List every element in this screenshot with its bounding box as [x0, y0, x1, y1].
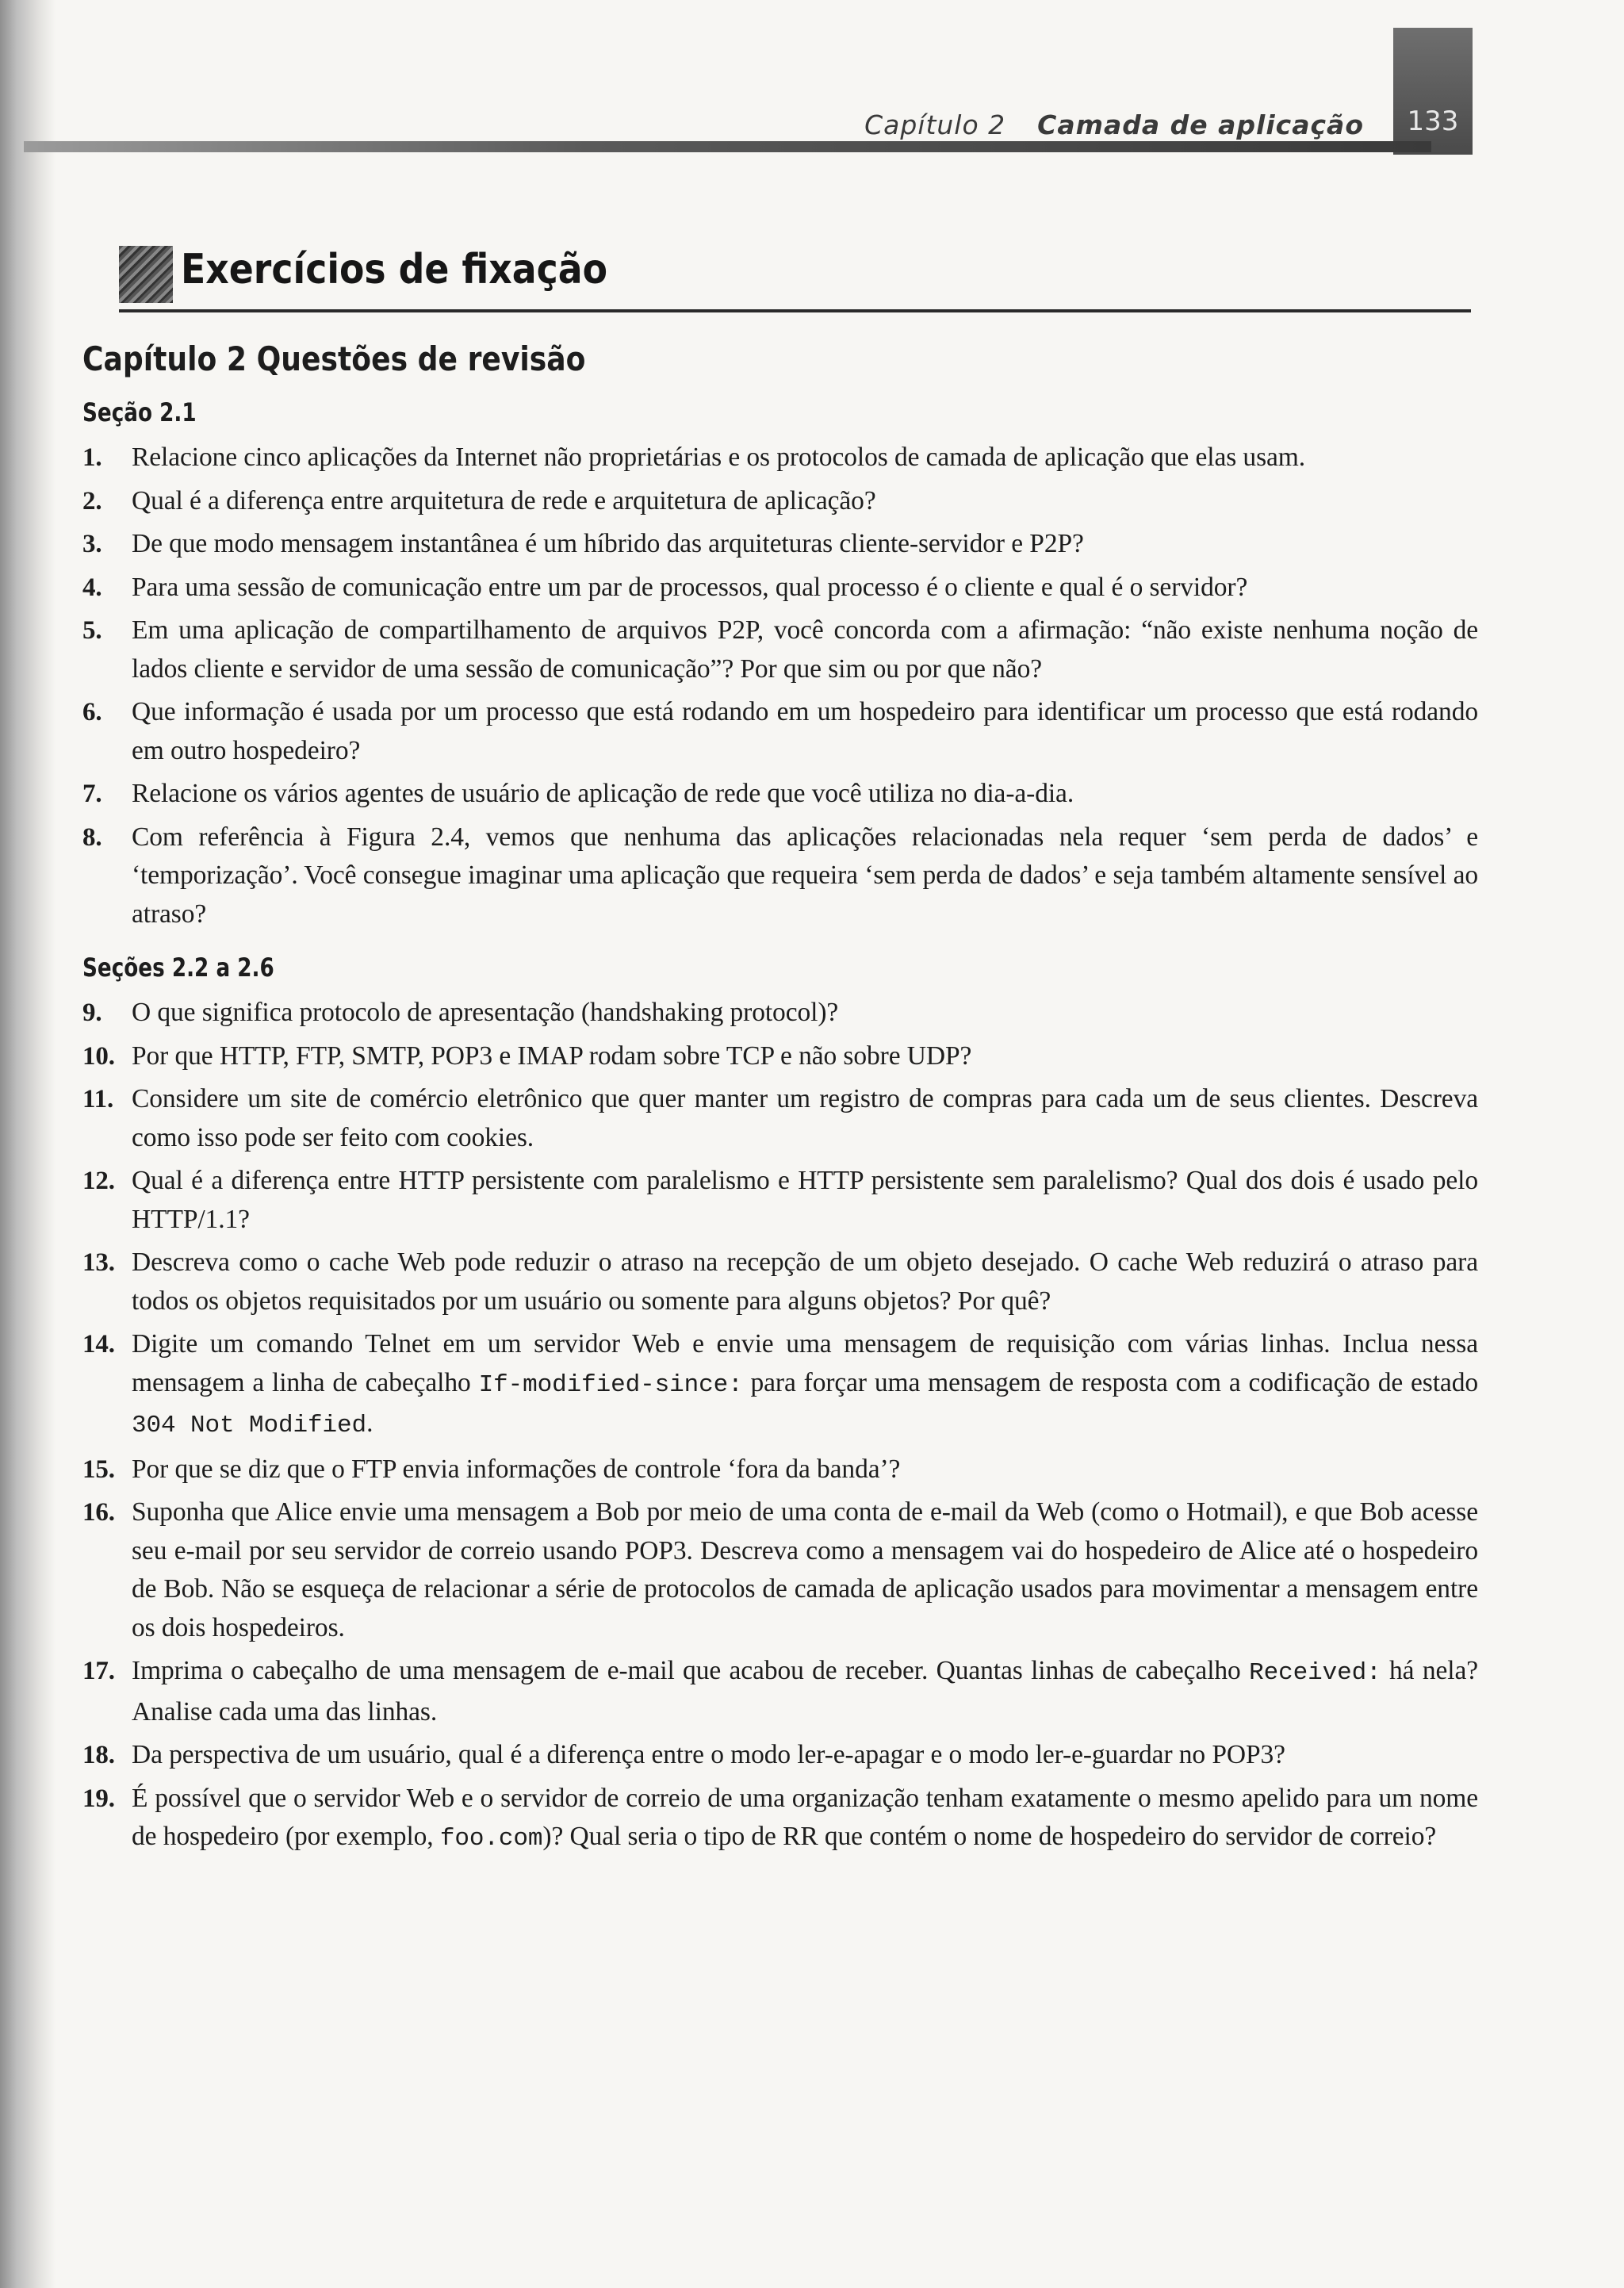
- question-item: 5. Em uma aplicação de compartilhamento de arquivos P2P, você concorda com a afirmação: “não existe nenhuma noção de lados cliente e servidor de uma sessão de comunicação”? Por que sim ou por que não?: [82, 615, 1478, 684]
- binding-shadow: [0, 0, 56, 2288]
- question-text-end: há nela? Analise cada uma das linhas.: [132, 1656, 1478, 1727]
- question-text: Com referência à Figura 2.4, vemos que nenhuma das aplicações relacionadas nela requer ‘sem perda de dados’ e ‘temporização’. Você consegue imaginar uma aplicação que requeira ‘sem perda de dados’ e seja também altamente sensível ao atraso?: [132, 822, 1478, 929]
- question-text: Descreva como o cache Web pode reduzir o atraso na recepção de um objeto desejado. O cache Web reduzirá o atraso para todos os objetos requisitados por um usuário ou somente para alguns objetos? Por quê?: [132, 1247, 1478, 1316]
- question-item: 11. Considere um site de comércio eletrônico que quer manter um registro de compras para cada um de seus clientes. Descreva como isso pode ser feito com cookies.: [82, 1084, 1478, 1152]
- question-item: 12. Qual é a diferença entre HTTP persistente com paralelismo e HTTP persistente sem paralelismo? Qual dos dois é usado pelo HTTP/1.1?: [82, 1166, 1478, 1234]
- question-item: 3. De que modo mensagem instantânea é um híbrido das arquiteturas cliente-servidor e P2P?: [82, 529, 1084, 558]
- question-text-start: É possível que o servidor Web e o servidor de correio de uma organização tenham exatamente o mesmo apelido para um nome de hospedeiro (por exemplo,: [132, 1783, 1478, 1851]
- question-item: 15. Por que se diz que o FTP envia informações de controle ‘fora da banda’?: [82, 1454, 901, 1484]
- page-number: 133: [1407, 105, 1459, 137]
- question-text: Considere um site de comércio eletrônico que quer manter um registro de compras para cada um de seus clientes. Descreva como isso pode ser feito com cookies.: [132, 1084, 1478, 1152]
- question-item: 13. Descreva como o cache Web pode reduzir o atraso na recepção de um objeto desejado. O cache Web reduzirá o atraso para todos os objetos requisitados por um usuário ou somente para alguns objetos? Por quê?: [82, 1247, 1478, 1316]
- code-snippet: foo.com: [439, 1825, 543, 1853]
- question-text: De que modo mensagem instantânea é um híbrido das arquiteturas cliente-servidor e P2P?: [132, 529, 1084, 558]
- question-text-middle: para forçar uma mensagem de resposta com a codificação de estado: [742, 1367, 1478, 1397]
- question-text: Relacione os vários agentes de usuário de aplicação de rede que você utiliza no dia-a-dia.: [132, 779, 1074, 808]
- question-text: Qual é a diferença entre arquitetura de rede e arquitetura de aplicação?: [132, 485, 876, 515]
- question-text-start: Imprima o cabeçalho de uma mensagem de e-mail que acabou de receber. Quantas linhas de cabeçalho: [132, 1656, 1250, 1685]
- question-item: 17. Imprima o cabeçalho de uma mensagem de e-mail que acabou de receber. Quantas linhas de cabeçalho Received: há nela? Analise cada uma das linhas.: [82, 1656, 1478, 1727]
- question-text: Que informação é usada por um processo que está rodando em um hospedeiro para identificar um processo que está rodando em outro hospedeiro?: [132, 697, 1478, 765]
- question-text: Relacione cinco aplicações da Internet não proprietárias e os protocolos de camada de aplicação que elas usam.: [132, 443, 1306, 472]
- question-item: 9. O que significa protocolo de apresentação (handshaking protocol)?: [82, 998, 839, 1027]
- question-text: Por que HTTP, FTP, SMTP, POP3 e IMAP rodam sobre TCP e não sobre UDP?: [132, 1041, 972, 1071]
- question-item: 6. Que informação é usada por um processo que está rodando em um hospedeiro para identificar um processo que está rodando em outro hospedeiro?: [82, 697, 1478, 765]
- review-title: Capítulo 2 Questões de revisão: [82, 339, 586, 378]
- code-snippet: Received:: [1249, 1659, 1381, 1687]
- section-title: Exercícios de fixação: [181, 246, 608, 293]
- question-item: 8. Com referência à Figura 2.4, vemos que nenhuma das aplicações relacionadas nela requer ‘sem perda de dados’ e ‘temporização’. Você consegue imaginar uma aplicação que requeira ‘sem perda de dados’ e seja também altamente sensível ao atraso?: [82, 822, 1478, 929]
- running-head-section: Camada de aplicação: [1037, 109, 1364, 140]
- question-item: 19. É possível que o servidor Web e o servidor de correio de uma organização tenham exatamente o mesmo apelido para um nome de hospedeiro (por exemplo, foo.com)? Qual seria o tipo de RR que contém o nome de hospedeiro do servidor de correio?: [82, 1783, 1478, 1853]
- question-text-end: )? Qual seria o tipo de RR que contém o nome de hospedeiro do servidor de correio?: [542, 1822, 1437, 1851]
- question-text: Qual é a diferença entre HTTP persistente com paralelismo e HTTP persistente sem paralelismo? Qual dos dois é usado pelo HTTP/1.1?: [132, 1166, 1478, 1234]
- running-head: [0, 95, 1431, 143]
- question-item: 4. Para uma sessão de comunicação entre um par de processos, qual processo é o cliente e qual é o servidor?: [82, 572, 1248, 602]
- question-text: Suponha que Alice envie uma mensagem a Bob por meio de uma conta de e-mail da Web (como o Hotmail), e que Bob acesse seu e-mail por seu servidor de correio usando POP3. Descreva como a mensagem vai do hospedeiro de Alice até o hospedeiro de Bob. Não se esqueça de relacionar a série de protocolos de camada de aplicação usados para movimentar a mensagem entre os dois hospedeiros.: [132, 1497, 1478, 1642]
- question-text: Em uma aplicação de compartilhamento de arquivos P2P, você concorda com a afirmação: “não existe nenhuma noção de lados cliente e servidor de uma sessão de comunicação”? Por que sim ou por que não?: [132, 615, 1478, 684]
- running-head-chapter: Capítulo 2: [864, 109, 1006, 140]
- question-item: 16. Suponha que Alice envie uma mensagem a Bob por meio de uma conta de e-mail da Web (como o Hotmail), e que Bob acesse seu e-mail por seu servidor de correio usando POP3. Descreva como a mensagem vai do hospedeiro de Alice até o hospedeiro de Bob. Não se esqueça de relacionar a série de protocolos de camada de aplicação usados para movimentar a mensagem entre os dois hospedeiros.: [82, 1497, 1478, 1642]
- header-rule: [24, 141, 1431, 152]
- question-text: Da perspectiva de um usuário, qual é a diferença entre o modo ler-e-apagar e o modo ler-e-guardar no POP3?: [132, 1740, 1285, 1769]
- question-text-end: .: [366, 1408, 373, 1438]
- question-item: 10. Por que HTTP, FTP, SMTP, POP3 e IMAP rodam sobre TCP e não sobre UDP?: [82, 1041, 972, 1071]
- question-item: 14. Digite um comando Telnet em um servidor Web e envie uma mensagem de requisição com várias linhas. Inclua nessa mensagem a linha de cabeçalho If-modified-since: para forçar uma mensagem de resposta com a codificação de estado 304 Not Modified.: [82, 1329, 1478, 1439]
- code-snippet: If-modified-since:: [478, 1370, 743, 1399]
- subsection-heading: Seção 2.1: [82, 397, 197, 427]
- question-item: 7. Relacione os vários agentes de usuário de aplicação de rede que você utiliza no dia-a-dia.: [82, 779, 1074, 808]
- question-item: 18. Da perspectiva de um usuário, qual é a diferença entre o modo ler-e-apagar e o modo ler-e-guardar no POP3?: [82, 1740, 1285, 1769]
- question-text-start: Digite um comando Telnet em um servidor Web e envie uma mensagem de requisição com várias linhas. Inclua nessa mensagem a linha de cabeçalho: [132, 1329, 1478, 1397]
- question-text: Para uma sessão de comunicação entre um par de processos, qual processo é o cliente e qual é o servidor?: [132, 572, 1248, 602]
- section-image-icon: [119, 246, 173, 303]
- subsection-heading: Seções 2.2 a 2.6: [82, 952, 274, 983]
- question-item: 1. Relacione cinco aplicações da Internet não proprietárias e os protocolos de camada de aplicação que elas usam.: [82, 443, 1306, 472]
- page-content: [82, 339, 1478, 1864]
- question-text: Por que se diz que o FTP envia informações de controle ‘fora da banda’?: [132, 1454, 901, 1484]
- code-snippet: 304 Not Modified: [132, 1412, 367, 1439]
- question-text: O que significa protocolo de apresentação (handshaking protocol)?: [132, 998, 839, 1027]
- section-header: [119, 238, 1471, 312]
- question-item: 2. Qual é a diferença entre arquitetura de rede e arquitetura de aplicação?: [82, 485, 876, 515]
- running-head-text: [864, 109, 1364, 140]
